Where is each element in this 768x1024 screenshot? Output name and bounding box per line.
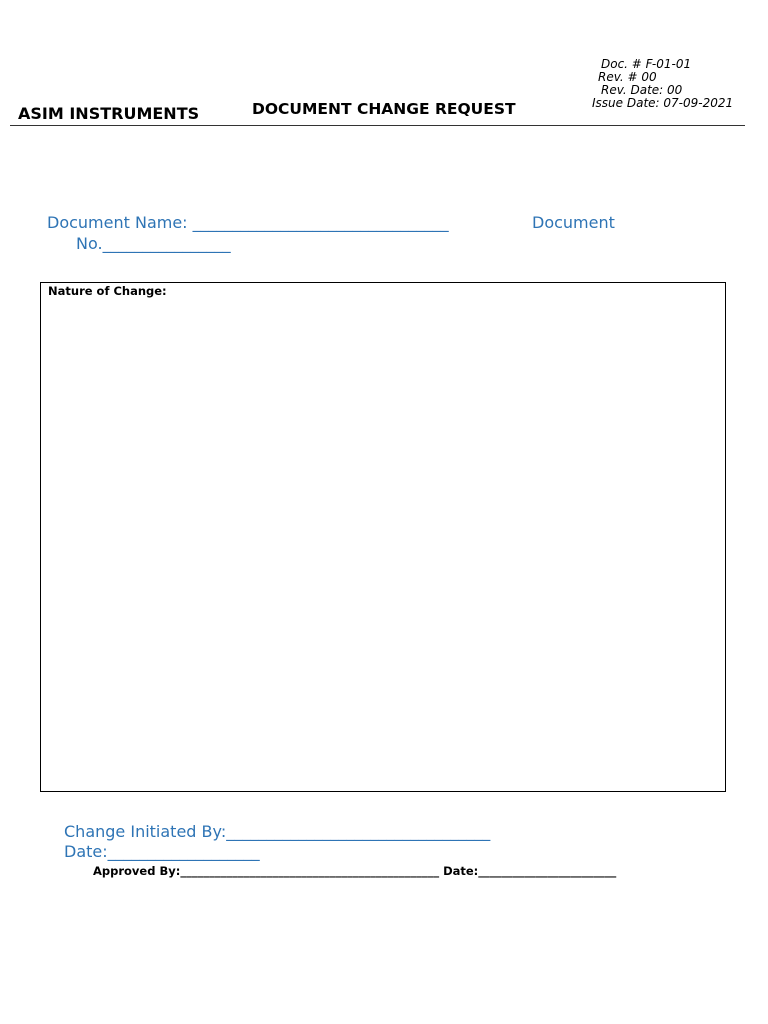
- issue-date: Issue Date: 07-09-2021: [592, 96, 734, 110]
- revision-number: Rev. # 00: [598, 70, 657, 84]
- approved-by-field[interactable]: Approved By:_____________________________________________ Date:________________________: [93, 864, 617, 878]
- document-number-label: Document: [532, 213, 615, 232]
- document-name-field[interactable]: Document Name: ________________________________: [47, 213, 449, 232]
- nature-of-change-label: Nature of Change:: [48, 284, 167, 298]
- nature-of-change-box[interactable]: [40, 282, 726, 792]
- document-number-field[interactable]: No.________________: [76, 234, 231, 253]
- initiated-date-field[interactable]: Date:___________________: [64, 842, 260, 861]
- doc-number: Doc. # F-01-01: [601, 57, 692, 71]
- change-initiated-by-field[interactable]: Change Initiated By:_________________________________: [64, 822, 491, 841]
- company-name: ASIM INSTRUMENTS: [18, 104, 200, 123]
- header-divider: [10, 125, 745, 126]
- revision-date: Rev. Date: 00: [601, 83, 683, 97]
- form-title: DOCUMENT CHANGE REQUEST: [252, 100, 516, 118]
